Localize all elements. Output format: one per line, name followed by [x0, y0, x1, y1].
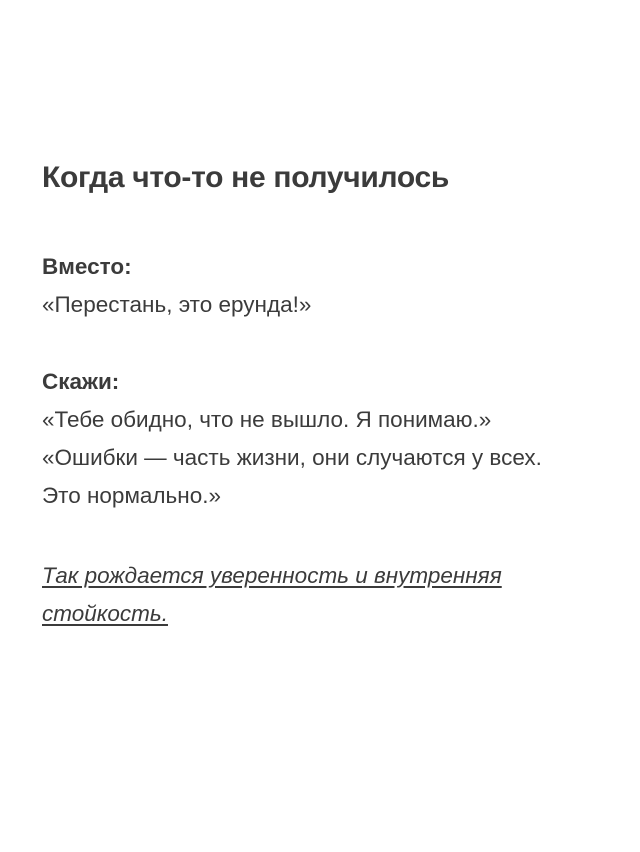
say-quote-1: «Тебе обидно, что не вышло. Я понимаю.»: [42, 407, 492, 432]
instead-label: Вместо:: [42, 254, 132, 279]
say-section: [42, 363, 602, 515]
say-label: Скажи:: [42, 369, 120, 394]
say-quote-2: «Ошибки — часть жизни, они случаются у всех. Это нормально.»: [42, 445, 542, 508]
conclusion-section: [42, 557, 602, 633]
page-title: Когда что-то не получилось: [42, 161, 450, 194]
instead-section: [42, 248, 602, 324]
conclusion-text: Так рождается уверенность и внутренняя стойкость.: [42, 563, 502, 626]
instead-quote: «Перестань, это ерунда!»: [42, 292, 312, 317]
